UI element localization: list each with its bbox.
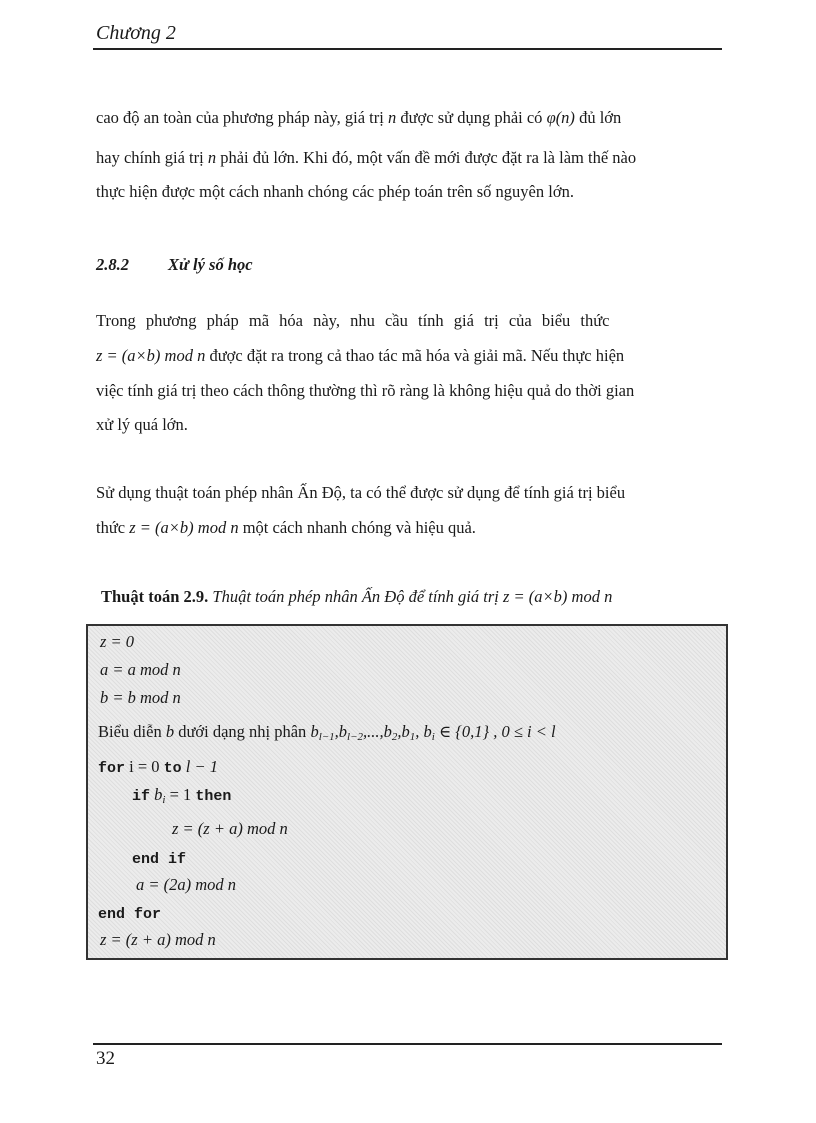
algo-line-2: a = a mod n bbox=[100, 660, 181, 679]
para1-line-3: việc tính giá trị theo cách thông thường thì rõ ràng là không hiệu quả do thời gian bbox=[96, 381, 635, 400]
algo-line-10 bbox=[98, 903, 161, 923]
header-divider bbox=[93, 48, 722, 50]
para1-line-4: xử lý quá lớn. bbox=[96, 415, 188, 434]
algorithm-box bbox=[86, 624, 728, 960]
formula: z = (a×b) mod n bbox=[96, 346, 206, 365]
algo-line-11: z = (z + a) mod n bbox=[100, 930, 216, 949]
algorithm-caption: Thuật toán 2.9. Thuật toán phép nhân Ấn Độ để tính giá trị z = (a×b) mod n bbox=[101, 587, 613, 606]
algo-line-3: b = b mod n bbox=[100, 688, 181, 707]
algo-line-1: z = 0 bbox=[100, 632, 135, 651]
section-title: Xử lý số học bbox=[168, 255, 253, 274]
algo-line-6: if $b_i = 1$ then bbox=[132, 785, 232, 806]
formula: z = (a×b) mod n bbox=[129, 518, 239, 537]
chapter-header: Chương 2 bbox=[96, 22, 176, 44]
algo-line-8 bbox=[132, 848, 186, 868]
algo-line-9: a = (2a) mod n bbox=[136, 875, 237, 894]
intro-line-1: cao độ an toàn của phương pháp này, giá trị n được sử dụng phải có φ(n) đủ lớn bbox=[96, 108, 622, 127]
para1-line-2: z = (a×b) mod n được đặt ra trong cả thao tác mã hóa và giải mã. Nếu thực hiện bbox=[96, 346, 625, 365]
keyword-for: for bbox=[98, 760, 126, 777]
para2-line-1: Sử dụng thuật toán phép nhân Ấn Độ, ta có thể được sử dụng để tính giá trị biểu bbox=[96, 483, 626, 502]
algo-line-5: for i = 0 to l − 1 bbox=[98, 757, 219, 777]
page-number: 32 bbox=[96, 1048, 115, 1069]
algo-line-4: Biểu diễn b dưới dạng nhị phân $b_{l-1},b_{l-2},...,b_2,b_1$, $b_i$ ∈ {0,1} , 0 ≤ i < l bbox=[98, 722, 556, 743]
formula: z = (a×b) mod n bbox=[503, 587, 613, 606]
caption-label: Thuật toán 2.9. bbox=[101, 587, 209, 606]
para2-line-2: thức z = (a×b) mod n một cách nhanh chóng và hiệu quả. bbox=[96, 518, 476, 537]
para1-line-1: Trong phương pháp mã hóa này, nhu cầu tính giá trị của biểu thức bbox=[96, 311, 610, 330]
keyword-if: if bbox=[132, 788, 151, 805]
keyword-to: to bbox=[163, 760, 182, 777]
keyword-then: then bbox=[195, 788, 232, 805]
section-number: 2.8.2 bbox=[96, 255, 129, 274]
keyword-end-for: end for bbox=[98, 906, 162, 923]
keyword-end-if: end if bbox=[132, 851, 187, 868]
intro-line-3: thực hiện được một cách nhanh chóng các phép toán trên số nguyên lớn. bbox=[96, 182, 574, 201]
footer-divider bbox=[93, 1043, 722, 1045]
section-heading bbox=[96, 255, 253, 275]
intro-line-2: hay chính giá trị n phải đủ lớn. Khi đó, một vấn đề mới được đặt ra là làm thế nào bbox=[96, 148, 637, 167]
algo-line-7: z = (z + a) mod n bbox=[172, 819, 288, 838]
